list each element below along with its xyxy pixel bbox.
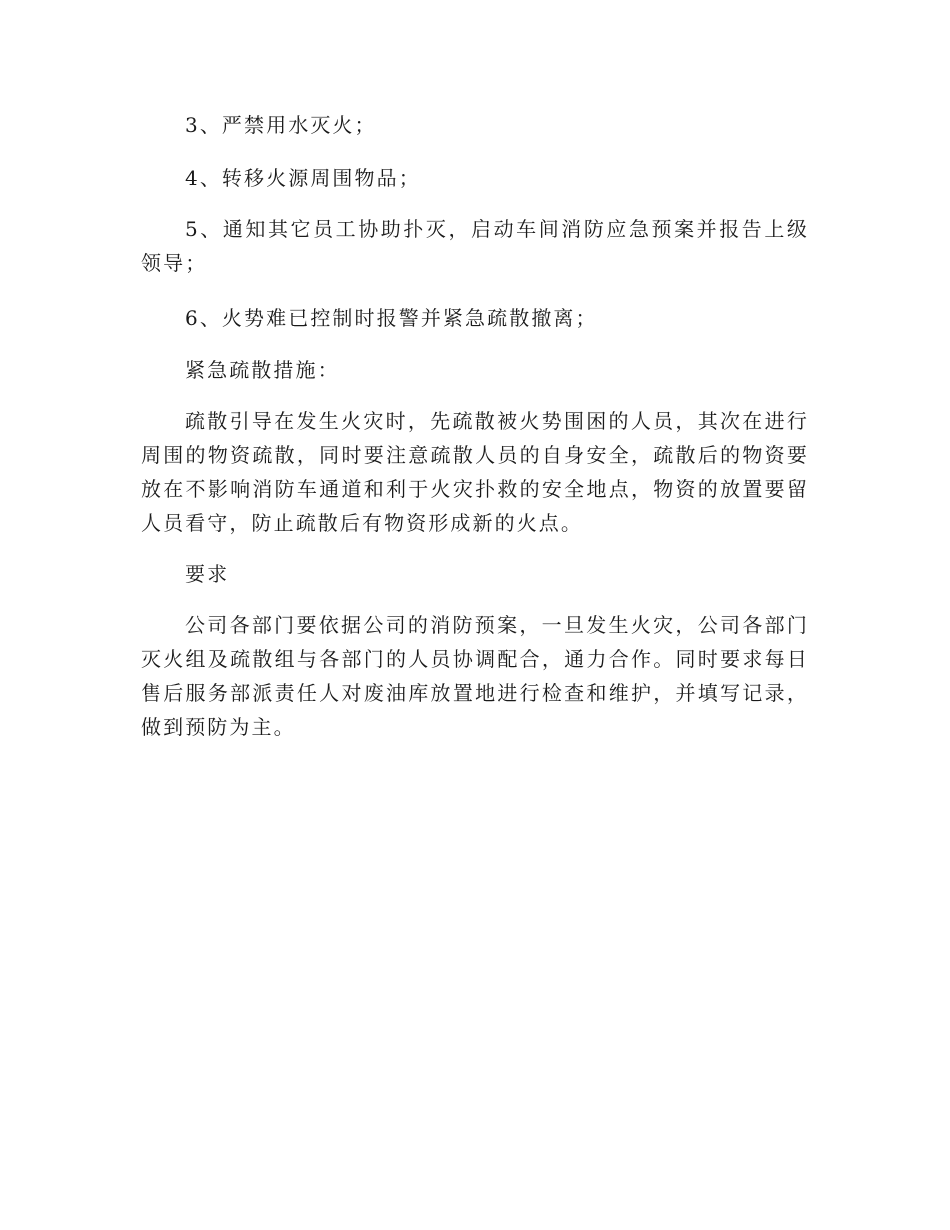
section-heading-requirements: 要求 <box>185 562 230 586</box>
list-item-6: 6、火势难已控制时报警并紧急疏散撤离； <box>185 306 598 330</box>
list-item-5: 5、通知其它员工协助扑灭，启动车间消防应急预案并报告上级领导； <box>141 217 809 275</box>
list-item-4: 4、转移火源周围物品； <box>185 166 421 190</box>
requirements-paragraph: 公司各部门要依据公司的消防预案，一旦发生火灾，公司各部门灭火组及疏散组与各部门的人员协调配合，通力合作。同时要求每日售后服务部派责任人对废油库放置地进行检查和维护，并填写记录，做到预防为主。 <box>141 613 809 739</box>
list-item-3: 3、严禁用水灭火； <box>185 113 377 137</box>
document-body <box>141 108 809 744</box>
section-heading-evacuation: 紧急疏散措施： <box>185 358 340 382</box>
evacuation-paragraph: 疏散引导在发生火灾时，先疏散被火势围困的人员，其次在进行周围的物资疏散，同时要注意疏散人员的自身安全，疏散后的物资要放在不影响消防车通道和利于火灾扑救的安全地点，物资的放置要留人员看守，防止疏散后有物资形成新的火点。 <box>141 409 809 535</box>
